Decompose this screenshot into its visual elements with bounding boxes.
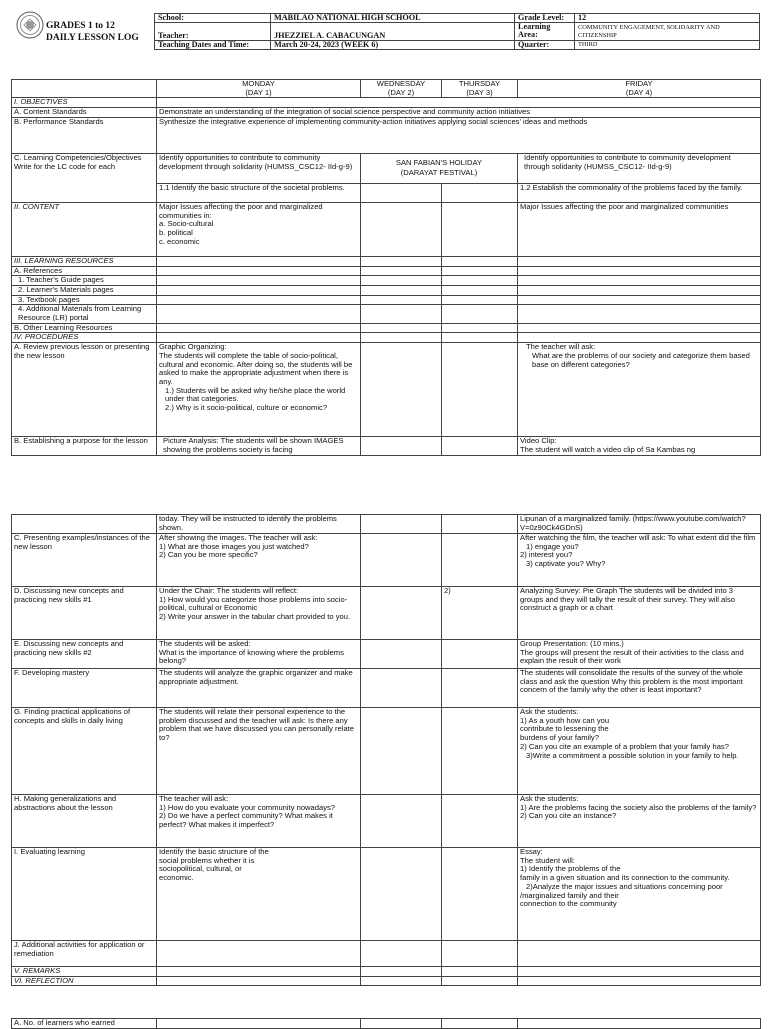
purpose-monday-continued: today. They will be instructed to identify the problems shown.	[157, 515, 361, 534]
evaluating-friday-line: family in a given situation and its connection to the community.	[520, 873, 730, 883]
learners-materials-label: 2. Learner's Materials pages	[12, 285, 157, 295]
holiday-festival: (DARAYAT FESTIVAL)	[400, 168, 478, 178]
discussing-1-monday-line: 1) How would you categorize those problems into socio-political, cultural or Economic	[159, 594, 348, 613]
evaluating-friday-line: /marginalized family and their	[520, 890, 619, 900]
review-lesson-friday	[518, 343, 761, 437]
evaluating-monday-line: economic.	[159, 873, 194, 883]
examples-friday-line: 3) captivate you? Why?	[526, 559, 606, 569]
remarks-section: V. REMARKS	[12, 967, 157, 977]
discussing-1-label: D. Discussing new concepts and practicing new skills #1	[12, 587, 157, 640]
thursday-label: THURSDAY	[458, 79, 501, 88]
review-monday-line: 2.) Why is it socio-political, culture or economic?	[165, 403, 328, 413]
wednesday-label: WEDNESDAY	[376, 79, 426, 88]
competencies-label: C. Learning Competencies/Objectives Write for the LC code for each	[12, 153, 157, 202]
purpose-friday-line: The student will watch a video clip of Sa Kambas ng	[520, 444, 696, 454]
evaluating-friday-line: The student will:	[520, 855, 575, 865]
applications-friday-line: Ask the students:	[520, 707, 579, 716]
competencies-friday: Identify opportunities to contribute to community development through solidarity (HUMSS_CSC12- IId-g-9)	[518, 153, 761, 183]
evaluating-friday-line: Essay:	[520, 847, 543, 856]
content-friday: Major Issues affecting the poor and marginalized communities	[518, 202, 761, 256]
discussing-2-friday-line: The groups will present the result of their activities to the class and explain the result of their work	[520, 647, 744, 666]
monday-header	[157, 80, 361, 98]
performance-standards-label: B. Performance Standards	[12, 117, 157, 153]
header-info-table	[154, 13, 760, 50]
evaluating-friday-line: connection to the community	[520, 899, 617, 909]
generalizations-monday-line: 1) How do you evaluate your community nowadays?	[159, 802, 336, 812]
performance-standards-text: Synthesize the integrative experience of implementing community-action initiatives applying social sciences' ideas and methods	[157, 117, 761, 153]
document-title	[46, 20, 139, 44]
competencies-friday-2: 1.2 Establish the commonality of the problems faced by the family.	[518, 183, 761, 202]
review-friday-line: The teacher will ask:	[526, 342, 596, 352]
day-header-row	[12, 80, 761, 98]
mastery-monday: The students will analyze the graphic organizer and make appropriate adjustment.	[157, 669, 361, 708]
friday-header	[518, 80, 761, 98]
purpose-monday: Picture Analysis: The students will be shown IMAGES showing the problems society is facing	[157, 437, 361, 456]
review-friday-line: What are the problems of our society and categorize them based base on different categories?	[532, 350, 750, 369]
school-value: MABILAO NATIONAL HIGH SCHOOL	[271, 14, 515, 23]
applications-friday-line: burdens of your family?	[520, 733, 599, 743]
generalizations-monday-line: The teacher will ask:	[159, 794, 229, 803]
discussing-1-monday-line: 2) Write your answer in the tabular chart provided to you.	[159, 612, 351, 622]
learners-earned-label: A. No. of learners who earned	[12, 1019, 157, 1029]
mastery-friday: The students will consolidate the results of the survey of the whole class and ask the question Why this problem is the most important concern of the family why the other is least important?	[518, 669, 761, 708]
objectives-section: I. OBJECTIVES	[12, 98, 157, 108]
lesson-log-table-page-2	[11, 514, 761, 986]
review-lesson-label: A. Review previous lesson or presenting the new lesson	[12, 343, 157, 437]
competencies-monday-2: 1.1 Identify the basic structure of the societal problems.	[157, 183, 361, 202]
applications-friday-line: 1) As a youth how can you	[520, 715, 610, 725]
learning-area-value: COMMUNITY ENGAGEMENT, SOLIDARITY AND CITIZENSHIP	[575, 23, 760, 41]
applications-friday-line: 3)Write a commitment a possible solution in your family to help.	[526, 750, 739, 760]
dates-label: Teaching Dates and Time:	[155, 41, 271, 50]
procedures-section: IV. PROCEDURES	[12, 333, 157, 343]
thursday-sub: (DAY 3)	[466, 87, 493, 97]
discussing-2-friday-line: Group Presentation: (10 mins.)	[520, 639, 624, 648]
friday-label: FRIDAY	[625, 79, 653, 88]
quarter-label: Quarter:	[515, 41, 575, 50]
review-monday-line: Graphic Organizing:	[159, 342, 227, 352]
content-monday-line: a. Socio-cultural	[159, 219, 214, 229]
purpose-friday	[518, 437, 761, 456]
grade-value: 12	[575, 14, 760, 23]
purpose-friday-continued: Lipunan of a marginalized family. (https://www.youtube.com/watch? V=0z90Ck4GDnS)	[518, 515, 761, 534]
discussing-2-friday	[518, 640, 761, 669]
monday-sub: (DAY 1)	[245, 87, 272, 97]
additional-activities-label: J. Additional activities for application or remediation	[12, 941, 157, 967]
deped-seal-icon	[16, 11, 44, 39]
teacher-label: Teacher:	[155, 23, 271, 41]
discussing-2-monday-line: What is the importance of knowing where the problems belong?	[159, 647, 344, 666]
examples-friday-line: After watching the film, the teacher will ask: To what extent did the film	[520, 533, 756, 542]
dates-value: March 20-24, 2023 (WEEK 6)	[271, 41, 515, 50]
school-label: School:	[155, 14, 271, 23]
thursday-header	[442, 80, 518, 98]
holiday-cell	[361, 153, 518, 183]
examples-friday-line: 2) interest you?	[520, 550, 573, 560]
content-standards-label: A. Content Standards	[12, 108, 157, 118]
discussing-2-label: E. Discussing new concepts and practicing new skills #2	[12, 640, 157, 669]
textbook-label: 3. Textbook pages	[12, 295, 157, 305]
evaluating-monday-line: social problems whether it is	[159, 855, 255, 865]
wednesday-header	[361, 80, 442, 98]
discussing-1-monday-line: Under the Chair: The students will reflect:	[159, 586, 299, 595]
title-line-2: DAILY LESSON LOG	[46, 33, 139, 43]
blank-corner-cell	[12, 80, 157, 98]
review-monday-line: 1.) Students will be asked why he/she place the world under that categories.	[165, 385, 346, 404]
generalizations-friday-line: 1) Are the problems facing the society also the problems of the family?	[520, 802, 757, 812]
review-monday-line: The students will complete the table of socio-political, cultural and economic. After doing so, the students will be asked to make the appropriate adjustment when there is any.	[159, 350, 353, 386]
mastery-label: F. Developing mastery	[12, 669, 157, 708]
applications-friday-line: contribute to lessening the	[520, 724, 609, 734]
examples-monday-line: 2) Can you be more specific?	[159, 550, 258, 560]
content-monday-line: Major Issues affecting the poor and marginalized communities in:	[159, 202, 323, 220]
evaluating-monday-line: Identify the basic structure of the	[159, 847, 269, 856]
applications-friday	[518, 708, 761, 795]
presenting-examples-monday	[157, 534, 361, 587]
content-monday-line: b. political	[159, 227, 193, 237]
grade-label: Grade Level:	[515, 14, 575, 23]
friday-sub: (DAY 4)	[625, 87, 653, 97]
applications-monday: The students will relate their personal experience to the problem discussed and the teacher will ask: Is there any problem that we have discussed you can personally relate to?	[157, 708, 361, 795]
evaluating-friday	[518, 848, 761, 941]
content-standards-text: Demonstrate an understanding of the integration of social science perspective and community action initiatives	[157, 108, 761, 118]
purpose-friday-line: Video Clip:	[520, 436, 557, 446]
evaluating-monday-line: sociopolitical, cultural, or	[159, 864, 242, 874]
content-monday	[157, 202, 361, 256]
purpose-label: B. Establishing a purpose for the lesson	[12, 437, 157, 456]
generalizations-friday-line: 2) Can you cite an instance?	[520, 811, 617, 821]
evaluating-friday-line: 2)Analyze the major issues and situations concerning poor	[526, 881, 723, 891]
generalizations-friday	[518, 795, 761, 848]
examples-monday-line: 1) What are those images you just watched?	[159, 541, 309, 551]
lesson-log-table-page-1	[11, 79, 761, 456]
discussing-2-monday-line: The students will be asked:	[159, 639, 251, 648]
holiday-name: SAN FABIAN'S HOLIDAY	[395, 158, 483, 168]
applications-friday-line: 2) Can you cite an example of a problem that your family has?	[520, 741, 729, 751]
generalizations-friday-line: Ask the students:	[520, 794, 579, 803]
examples-monday-line: After showing the images. The teacher will ask:	[159, 533, 318, 542]
other-resources-label: B. Other Learning Resources	[12, 323, 157, 333]
wednesday-sub: (DAY 2)	[387, 87, 415, 97]
applications-label: G. Finding practical applications of concepts and skills in daily living	[12, 708, 157, 795]
competencies-monday: Identify opportunities to contribute to community development through solidarity (HUMSS_CSC12- IId-g-9)	[157, 153, 361, 183]
evaluating-friday-line: 1) Identify the problems of the	[520, 864, 621, 874]
discussing-2-monday	[157, 640, 361, 669]
teachers-guide-label: 1. Teacher's Guide pages	[12, 276, 157, 286]
generalizations-monday	[157, 795, 361, 848]
generalizations-monday-line: 2) Do we have a perfect community? What makes it perfect? What makes it imperfect?	[159, 811, 333, 830]
discussing-1-thursday: 2)	[442, 587, 518, 640]
additional-materials-label: 4. Additional Materials from Learning Resource (LR) portal	[12, 305, 157, 323]
discussing-1-monday	[157, 587, 361, 640]
reflection-section: VI. REFLECTION	[12, 976, 157, 986]
quarter-value: THIRD	[575, 41, 760, 50]
monday-label: MONDAY	[242, 79, 275, 88]
review-lesson-monday	[157, 343, 361, 437]
presenting-examples-label: C. Presenting examples/instances of the new lesson	[12, 534, 157, 587]
teacher-value: JHEZZIEL A. CABACUNGAN	[271, 23, 515, 41]
title-line-1: GRADES 1 to 12	[46, 21, 115, 31]
discussing-1-friday: Analyzing Survey: Pie Graph The students will be divided into 3 groups and they will tally the result of their survey. They will also construct a graph or a chart	[518, 587, 761, 640]
examples-friday-line: 1) engage you?	[526, 541, 579, 551]
content-monday-line: c. economic	[159, 236, 200, 246]
presenting-examples-friday	[518, 534, 761, 587]
references-label: A. References	[12, 266, 157, 276]
resources-section: III. LEARNING RESOURCES	[12, 256, 157, 266]
learning-area-label: Learning Area:	[515, 23, 575, 41]
generalizations-label: H. Making generalizations and abstractions about the lesson	[12, 795, 157, 848]
content-section: II. CONTENT	[12, 202, 157, 256]
evaluating-label: I. Evaluating learning	[12, 848, 157, 941]
evaluating-monday	[157, 848, 361, 941]
